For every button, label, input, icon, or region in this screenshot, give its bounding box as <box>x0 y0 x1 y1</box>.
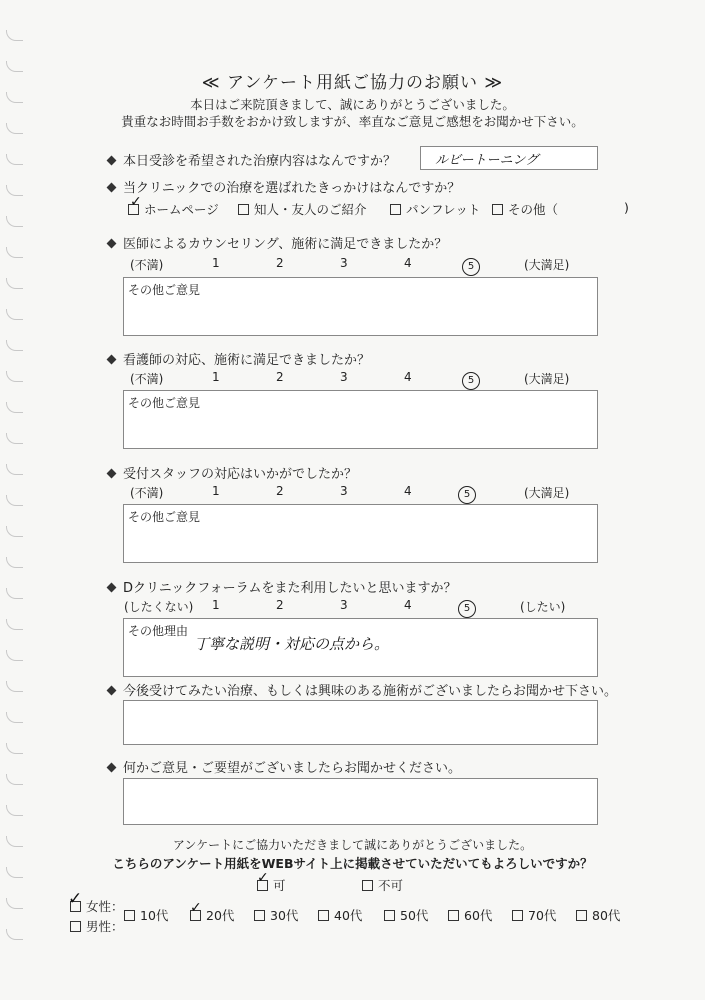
checkbox-icon[interactable] <box>238 204 249 215</box>
doctor-comment-box[interactable] <box>123 277 598 336</box>
checkbox-icon[interactable] <box>512 910 523 921</box>
checkbox-icon[interactable] <box>124 910 135 921</box>
scale-4[interactable]: 4 <box>404 256 412 270</box>
scale-1[interactable]: 1 <box>212 370 220 384</box>
page-title: ≪ アンケート用紙ご協力のお願い ≫ <box>201 73 504 93</box>
option-other-label: その他（ <box>508 202 559 217</box>
checkbox-icon[interactable] <box>576 910 587 921</box>
diamond-icon <box>107 763 117 773</box>
diamond-icon <box>107 183 117 193</box>
age-option-30s[interactable]: 30代 <box>254 906 298 924</box>
scale-high-label: (大満足) <box>524 258 570 272</box>
checkbox-icon[interactable] <box>254 910 265 921</box>
nurse-comment-box[interactable] <box>123 390 598 449</box>
checkbox-icon[interactable] <box>448 910 459 921</box>
scale-1[interactable]: 1 <box>212 484 220 498</box>
scale-3[interactable]: 3 <box>340 598 348 612</box>
option-other[interactable] <box>492 200 558 218</box>
permit-label: 可 <box>273 878 286 893</box>
question-8-text: 何かご意見・ご要望がございましたらお聞かせください。 <box>123 761 462 776</box>
checkbox-icon[interactable] <box>384 910 395 921</box>
question-4 <box>108 349 370 368</box>
deny-option[interactable] <box>362 876 403 894</box>
scale-2[interactable]: 2 <box>276 256 284 270</box>
sex-male-option[interactable] <box>70 917 124 935</box>
diamond-icon <box>107 355 117 365</box>
checkbox-icon[interactable] <box>318 910 329 921</box>
intro-line-1: 本日はご来院頂きまして、誠にありがとうございました。 <box>190 97 515 112</box>
reception-comment-box[interactable] <box>123 504 598 563</box>
reason-box[interactable] <box>123 618 598 677</box>
option-pamphlet[interactable] <box>390 200 480 218</box>
intro-line-2: 貴重なお時間お手数をおかけ致しますが、率直なご意見ご感想をお聞かせ下さい。 <box>121 114 584 129</box>
male-label: 男性： <box>86 919 124 934</box>
scale-2[interactable]: 2 <box>276 598 284 612</box>
option-referral[interactable] <box>238 200 367 218</box>
age-option-20s[interactable]: 20代 <box>190 906 234 924</box>
treatment-answer-field[interactable] <box>420 146 598 170</box>
scale-5-selected[interactable]: 5 <box>458 596 476 618</box>
question-5 <box>108 463 357 482</box>
female-label: 女性： <box>86 899 124 914</box>
question-5-text: 受付スタッフの対応はいかがでしたか？ <box>123 467 358 482</box>
scale-4[interactable]: 4 <box>404 598 412 612</box>
question-6 <box>108 577 456 596</box>
question-4-text: 看護師の対応、施術に満足できましたか？ <box>123 353 371 368</box>
comment-label: その他ご意見 <box>128 510 201 524</box>
option-referral-label: 知人・友人のご紹介 <box>254 202 367 217</box>
age-option-10s[interactable]: 10代 <box>124 906 168 924</box>
age-option-60s[interactable]: 60代 <box>448 906 492 924</box>
age-option-70s[interactable]: 70代 <box>512 906 556 924</box>
scale-1[interactable]: 1 <box>212 256 220 270</box>
question-2 <box>108 177 460 196</box>
scale-5-selected[interactable]: 5 <box>458 482 476 504</box>
comment-label: その他ご意見 <box>128 283 201 297</box>
binder-holes <box>6 30 28 960</box>
diamond-icon <box>107 156 117 166</box>
question-1-text: 本日受診を希望された治療内容はなんですか？ <box>123 154 397 169</box>
diamond-icon <box>107 469 117 479</box>
web-permission-question: こちらのアンケート用紙をWEBサイト上に掲載させていただいてもよろしいですか？ <box>112 856 593 871</box>
age-option-40s[interactable]: 40代 <box>318 906 362 924</box>
reason-answer: 丁寧な説明・対応の点から。 <box>194 635 390 653</box>
scale-4[interactable]: 4 <box>404 484 412 498</box>
check-mark-icon: ✓ <box>68 889 83 909</box>
checkbox-icon[interactable] <box>390 204 401 215</box>
checkbox-icon[interactable] <box>492 204 503 215</box>
scale-high-label: (大満足) <box>524 372 570 386</box>
question-2-text: 当クリニックでの治療を選ばれたきっかけはなんですか？ <box>123 181 461 196</box>
thanks-text: アンケートにご協力いただきまして誠にありがとうございました。 <box>172 838 533 852</box>
check-mark-icon: ✓ <box>257 870 269 886</box>
scale-3[interactable]: 3 <box>340 484 348 498</box>
option-pamphlet-label: パンフレット <box>406 202 481 217</box>
check-mark-icon: ✓ <box>130 194 142 210</box>
scale-1[interactable]: 1 <box>212 598 220 612</box>
option-other-close: ) <box>624 200 629 215</box>
scale-high-label: (大満足) <box>524 486 570 500</box>
scale-3[interactable]: 3 <box>340 370 348 384</box>
scale-low-label: (不満) <box>130 258 164 272</box>
scale-3[interactable]: 3 <box>340 256 348 270</box>
question-1 <box>108 150 396 169</box>
question-8 <box>108 757 461 776</box>
future-treatment-box[interactable] <box>123 700 598 745</box>
diamond-icon <box>107 239 117 249</box>
treatment-answer: ルビートーニング <box>435 153 539 168</box>
diamond-icon <box>107 583 117 593</box>
check-mark-icon: ✓ <box>190 900 202 916</box>
option-homepage-label: ホームページ <box>144 202 219 217</box>
scale-5-selected[interactable]: 5 <box>462 254 480 276</box>
scale-2[interactable]: 2 <box>276 370 284 384</box>
question-7 <box>108 680 617 699</box>
scale-4[interactable]: 4 <box>404 370 412 384</box>
scale-low-label: (したくない) <box>124 600 194 614</box>
scale-low-label: (不満) <box>130 486 164 500</box>
age-option-50s[interactable]: 50代 <box>384 906 428 924</box>
scale-low-label: (不満) <box>130 372 164 386</box>
scale-high-label: (したい) <box>520 600 566 614</box>
scale-5-selected[interactable]: 5 <box>462 368 480 390</box>
question-3 <box>108 233 447 252</box>
age-option-80s[interactable]: 80代 <box>576 906 620 924</box>
checkbox-icon[interactable] <box>362 880 373 891</box>
reason-label: その他理由 <box>128 624 189 638</box>
question-7-text: 今後受けてみたい治療、もしくは興味のある施術がございましたらお聞かせ下さい。 <box>123 684 618 699</box>
diamond-icon <box>107 686 117 696</box>
requests-box[interactable] <box>123 778 598 825</box>
comment-label: その他ご意見 <box>128 396 201 410</box>
question-6-text: Dクリニックフォーラムをまた利用したいと思いますか？ <box>123 581 457 596</box>
checkbox-icon[interactable] <box>70 921 81 932</box>
question-3-text: 医師によるカウンセリング、施術に満足できましたか？ <box>123 237 448 252</box>
scale-2[interactable]: 2 <box>276 484 284 498</box>
deny-label: 不可 <box>378 878 404 893</box>
